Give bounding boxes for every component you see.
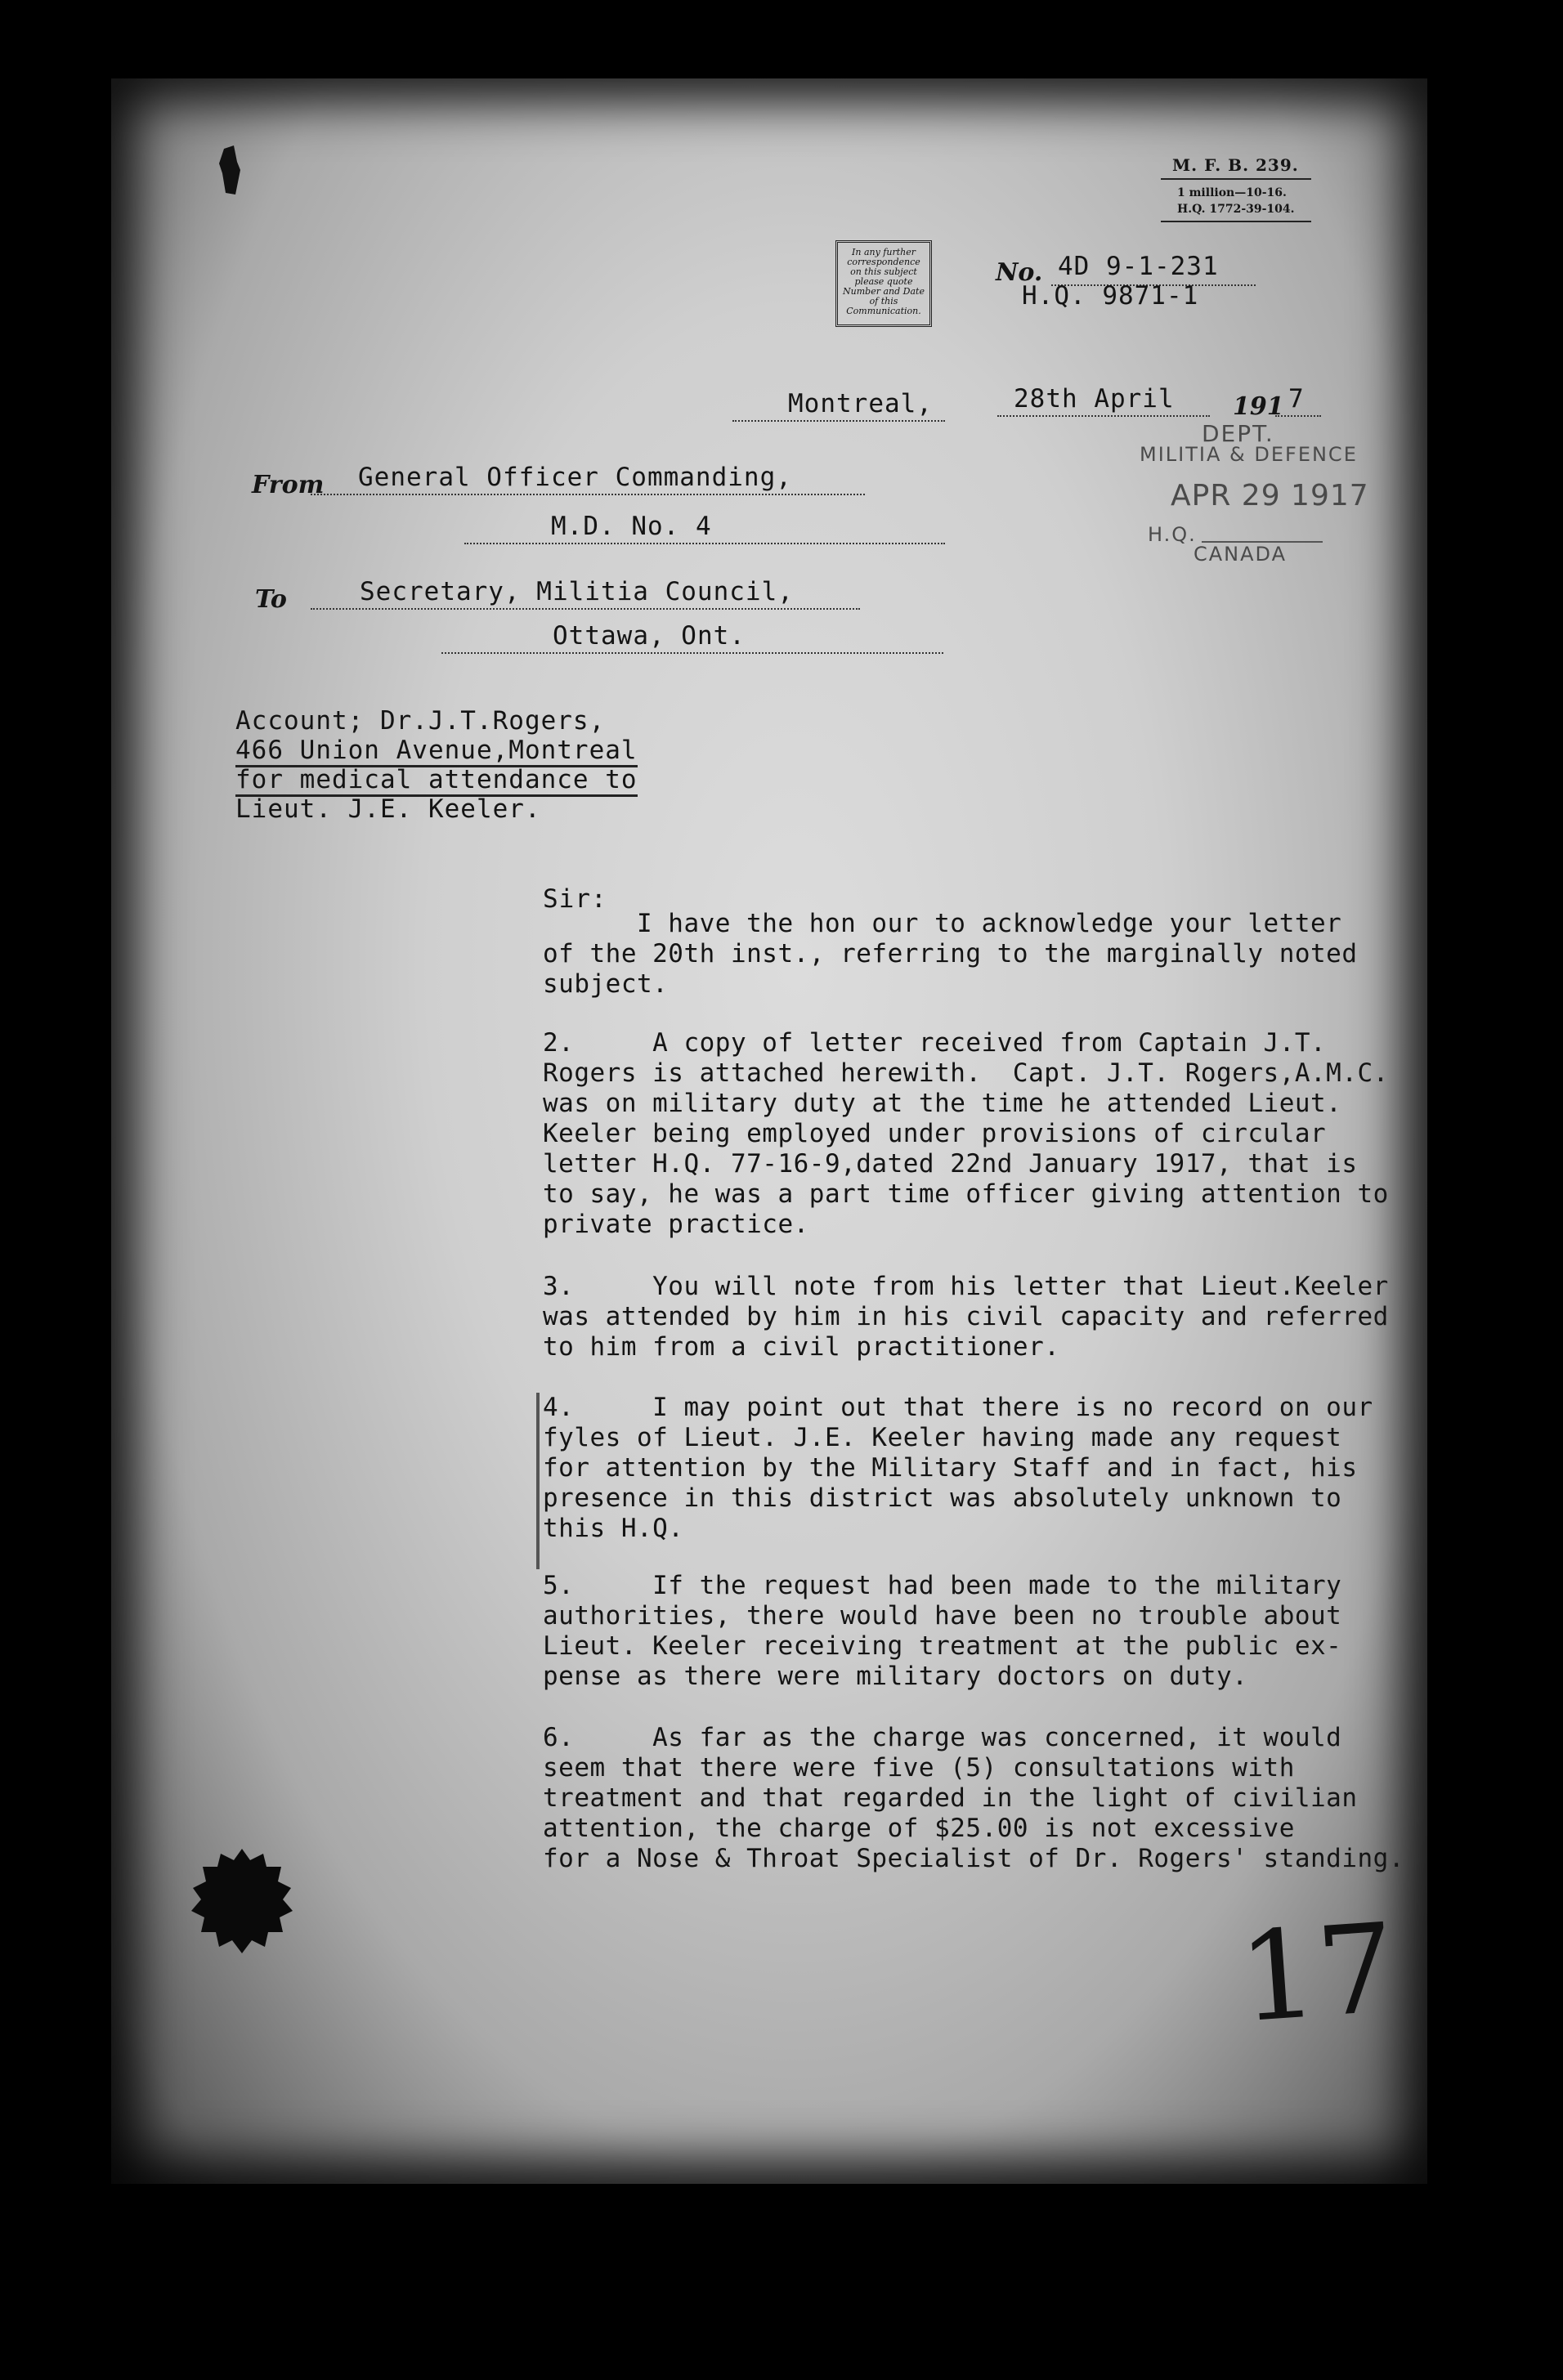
from-rule-2 [464, 543, 945, 544]
year-typed: 7 [1288, 384, 1305, 414]
paragraph-2: 2. A copy of letter received from Captain J.T. Rogers is attached herewith. Capt. J.T. Rogers,A.M.C. was on military duty at the time he attended Lieut. Keeler being employed under provisions of circular letter H.Q. 77-16-9,dated 22nd January 1917, that is to say, he was a part time officer giving attention to private practice. [543, 1028, 1389, 1239]
form-print-line-1: 1 million—10-16. [1177, 186, 1287, 199]
subject-line-3: for medical attendance to [235, 765, 638, 797]
form-number-rule [1161, 178, 1311, 180]
subject-line-2: 466 Union Avenue,Montreal [235, 736, 638, 767]
to-rule-2 [441, 652, 943, 654]
clip-mark [219, 145, 242, 196]
to-label: To [255, 585, 287, 614]
marginal-line [536, 1393, 540, 1569]
from-rule-1 [311, 494, 865, 495]
reference-instruction-box: In any further correspondence on this subject please quote Number and Date of this Communication. [835, 240, 932, 327]
form-number-rule-2 [1161, 221, 1311, 222]
stamp-country: CANADA [1194, 543, 1288, 566]
form-print-line-2: H.Q. 1772-39-104. [1177, 203, 1295, 216]
paragraph-6: 6. As far as the charge was concerned, it would seem that there were five (5) consultations with treatment and that regarded in the light of civilian attention, the charge of $25.00 is not excessive for a Nose & Throat Specialist of Dr. Rogers' standing. [543, 1723, 1404, 1873]
letter-date: 28th April [1014, 384, 1175, 414]
paragraph-5: 5. If the request had been made to the military authorities, there would have been no trouble about Lieut. Keeler receiving treatment at the public ex- pense as there were military doctors on duty. [543, 1571, 1342, 1691]
salutation: Sir: [543, 884, 607, 914]
paragraph-4: 4. I may point out that there is no record on our fyles of Lieut. J.E. Keeler having made any request for attention by the Military Staff and in fact, his presence in this district was absolutely unknown to this H.Q. [543, 1393, 1373, 1543]
stamp-dept: DEPT. [1202, 420, 1274, 447]
letter-place: Montreal, [788, 389, 933, 418]
year-rule [1275, 415, 1321, 417]
paragraph-3: 3. You will note from his letter that Lieut.Keeler was attended by him in his civil capacity and referred to him from a civil practitioner. [543, 1272, 1389, 1362]
place-rule [732, 420, 945, 422]
subject-line-1: Account; Dr.J.T.Rogers, [235, 706, 606, 736]
stamp-department-name: MILITIA & DEFENCE [1140, 443, 1358, 466]
subject-line-4: Lieut. J.E. Keeler. [235, 794, 541, 824]
paragraph-1: I have the hon our to acknowledge your letter of the 20th inst., referring to the marginally noted subject. [543, 909, 1358, 999]
from-label: From [252, 471, 325, 499]
to-rule-1 [311, 608, 860, 610]
from-line-1: General Officer Commanding, [358, 463, 792, 492]
reference-prefix: No. [996, 258, 1043, 287]
from-line-2: M.D. No. 4 [551, 512, 712, 541]
to-line-1: Secretary, Militia Council, [360, 577, 794, 606]
hq-number: H.Q. 9871-1 [1022, 281, 1199, 311]
form-number: M. F. B. 239. [1172, 155, 1299, 175]
date-rule [997, 415, 1210, 417]
stamp-hq: H.Q. [1148, 523, 1197, 546]
seal-mark [190, 1849, 294, 1953]
stamp-date: APR 29 1917 [1171, 479, 1369, 512]
reference-number: 4D 9-1-231 [1058, 252, 1219, 281]
to-line-2: Ottawa, Ont. [553, 621, 746, 651]
handwritten-page-number: 17 [1234, 1897, 1400, 2051]
year-printed: 191 [1233, 392, 1284, 421]
